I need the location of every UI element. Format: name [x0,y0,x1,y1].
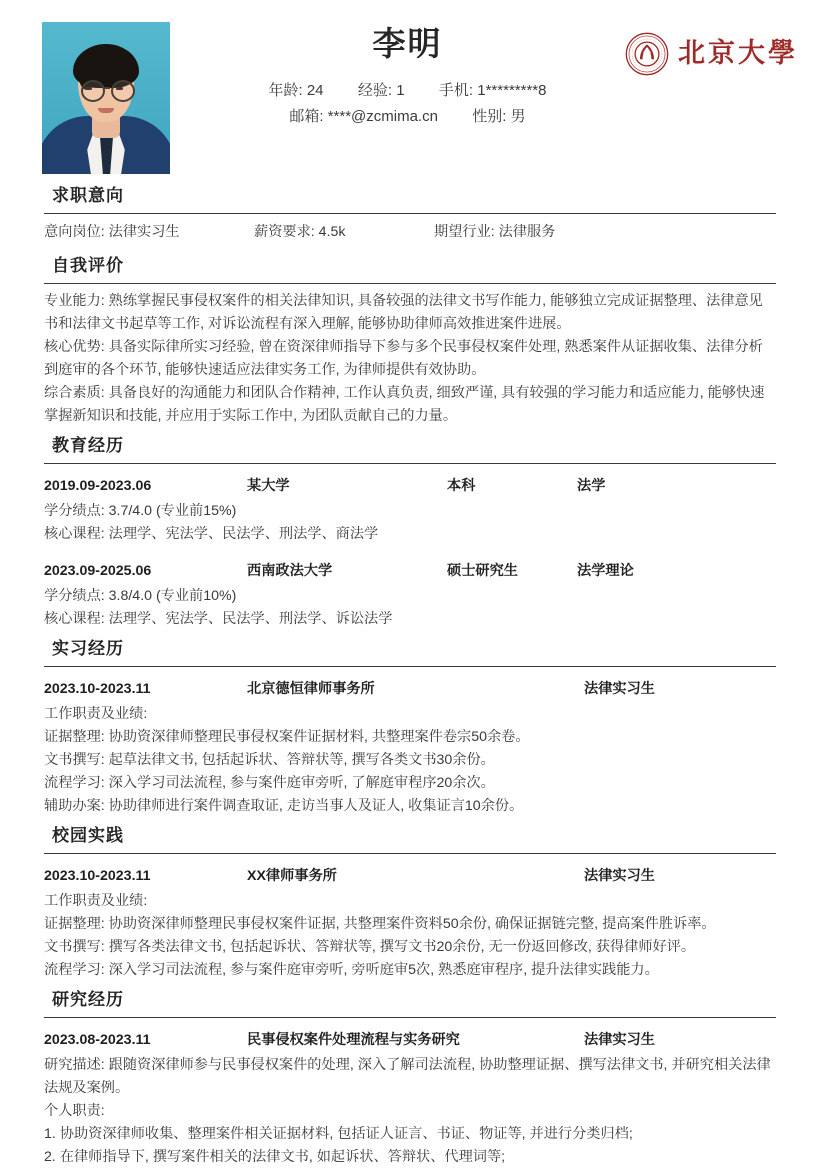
section-education [0,432,820,631]
university-name: 北京大學 [678,38,798,69]
education-degree: 硕士研究生 [447,563,518,579]
section-title-internship: 实习经历 [52,639,124,658]
education-entry-header [44,474,776,500]
education-school: 西南政法大学 [247,563,333,579]
glasses-icon [81,80,105,102]
education-gpa: 学分绩点: 3.7/4.0 (专业前15%) [44,503,237,519]
resume-header [0,0,820,178]
education-date: 2023.09-2025.06 [44,563,152,579]
education-entry-header [44,559,776,585]
photo-illustration [42,22,170,174]
intent-industry [434,220,776,244]
page-title: 李明 [372,25,443,62]
section-divider [44,213,776,214]
education-entry [44,470,776,546]
profile-photo [42,22,170,174]
internship-organization: 北京德恒律师事务所 [247,681,375,697]
internship-role: 法律实习生 [584,681,655,697]
internship-detail: 流程学习: 深入学习司法流程, 参与案件庭审旁听, 了解庭审程序20余次。 [44,775,495,791]
internship-detail: 证据整理: 协助资深律师整理民事侵权案件证据材料, 共整理案件卷宗50余卷。 [44,729,530,745]
self-evaluation-p1: 专业能力: 熟练掌握民事侵权案件的相关法律知识, 具备较强的法律文书写作能力, 能够独立完成证据整理、法律意见书和法律文书起草等工作, 对诉讼流程有深入理解, 能够协助律师高效推进案件进展。 [44,293,763,332]
internship-entry [44,673,776,818]
email-label: 邮箱: [289,108,324,125]
phone-value: 1*********8 [477,82,547,99]
age-label: 年龄: [268,82,303,99]
education-school: 某大学 [247,478,290,494]
job-intention-row [44,220,776,248]
research-entry-header [44,1028,776,1054]
research-topic: 民事侵权案件处理流程与实务研究 [247,1032,460,1048]
section-divider [44,283,776,284]
campus-practice-detail: 证据整理: 协助资深律师整理民事侵权案件证据, 共整理案件资料50余份, 确保证据链完整, 提高案件胜诉率。 [44,916,716,932]
campus-practice-organization: XX律师事务所 [247,868,337,884]
intent-position-label: 意向岗位: [44,224,105,240]
section-title-research: 研究经历 [52,990,124,1009]
internship-date: 2023.10-2023.11 [44,681,151,697]
intent-salary-label: 薪资要求: [254,224,315,240]
intent-salary-value: 4.5k [318,224,346,240]
section-divider [44,463,776,464]
internship-entry-header [44,677,776,703]
section-title-self-evaluation: 自我评价 [52,256,124,275]
section-job-intention [0,182,820,248]
section-title-education: 教育经历 [52,436,124,455]
self-evaluation-p3: 综合素质: 具备良好的沟通能力和团队合作精神, 工作认真负责, 细致严谨, 具有较强的学习能力和适应能力, 能够快速掌握新知识和技能, 并应用于实际工作中, 为团队贡献自己的力量。 [44,385,765,424]
self-evaluation-p2: 核心优势: 具备实际律所实习经验, 曾在资深律师指导下参与多个民事侵权案件处理, 熟悉案件从证据收集、法律分析到庭审的各个环节, 能够快速适应法律实务工作, 为律师提供有效协助。 [44,339,763,378]
glasses-bridge [103,87,110,89]
section-research [0,986,820,1169]
intent-position-value: 法律实习生 [108,224,180,240]
experience-label: 经验: [357,82,393,99]
meta-row-1 [185,78,630,104]
internship-detail: 辅助办案: 协助律师进行案件调查取证, 走访当事人及证人, 收集证言10余份。 [44,798,524,814]
research-role: 法律实习生 [584,1032,655,1048]
research-detail: 个人职责: [44,1103,105,1119]
education-degree: 本科 [447,478,476,494]
campus-practice-detail: 流程学习: 深入学习司法流程, 参与案件庭审旁听, 旁听庭审5次, 熟悉庭审程序, 提升法律实践能力。 [44,962,659,978]
education-major: 法学理论 [577,563,634,579]
campus-practice-date: 2023.10-2023.11 [44,868,151,884]
section-campus-practice [0,822,820,982]
section-divider [44,853,776,854]
meta-row-2 [185,104,630,130]
research-date: 2023.08-2023.11 [44,1032,151,1048]
intent-salary [254,220,434,244]
education-courses: 核心课程: 法理学、宪法学、民法学、刑法学、商法学 [44,526,379,542]
education-date: 2019.09-2023.06 [44,478,152,494]
research-entry [44,1024,776,1169]
gender-value: 男 [510,108,526,125]
campus-practice-entry [44,860,776,982]
intent-industry-label: 期望行业: [434,224,495,240]
research-detail: 2. 在律师指导下, 撰写案件相关的法律文书, 如起诉状、答辩状、代理词等; [44,1149,506,1165]
education-courses: 核心课程: 法理学、宪法学、民法学、刑法学、诉讼法学 [44,611,393,627]
campus-practice-role: 法律实习生 [584,868,655,884]
intent-position [44,220,254,244]
header-center [185,22,630,130]
internship-detail: 工作职责及业绩: [44,706,148,722]
campus-practice-detail: 文书撰写: 撰写各类法律文书, 包括起诉状、答辩状等, 撰写文书20余份, 无一份返回修改, 获得律师好评。 [44,939,696,955]
section-title-job-intention: 求职意向 [52,186,124,205]
intent-industry-value: 法律服务 [498,224,556,240]
spacer [44,546,776,555]
peking-university-seal-icon [625,32,669,76]
section-title-campus-practice: 校园实践 [52,826,124,845]
email-value: ****@zcmima.cn [327,108,438,125]
age-value: 24 [306,82,324,99]
section-self-evaluation [0,252,820,428]
glasses-icon [111,80,135,102]
section-divider [44,666,776,667]
campus-practice-entry-header [44,864,776,890]
research-detail: 1. 协助资深律师收集、整理案件相关证据材料, 包括证人证言、书证、物证等, 并进行分类归档; [44,1126,633,1142]
education-entry [44,555,776,631]
photo-mouth [98,108,114,113]
experience-value: 1 [396,82,405,99]
education-major: 法学 [577,478,606,494]
phone-label: 手机: [438,82,474,99]
education-gpa: 学分绩点: 3.8/4.0 (专业前10%) [44,588,237,604]
section-internship [0,635,820,818]
section-divider [44,1017,776,1018]
campus-practice-detail: 工作职责及业绩: [44,893,148,909]
gender-label: 性别: [472,108,507,125]
university-logo [625,32,798,76]
internship-detail: 文书撰写: 起草法律文书, 包括起诉状、答辩状等, 撰写各类文书30余份。 [44,752,495,768]
research-detail: 研究描述: 跟随资深律师参与民事侵权案件的处理, 深入了解司法流程, 协助整理证据、撰写法律文书, 并研究相关法律法规及案例。 [44,1057,771,1096]
